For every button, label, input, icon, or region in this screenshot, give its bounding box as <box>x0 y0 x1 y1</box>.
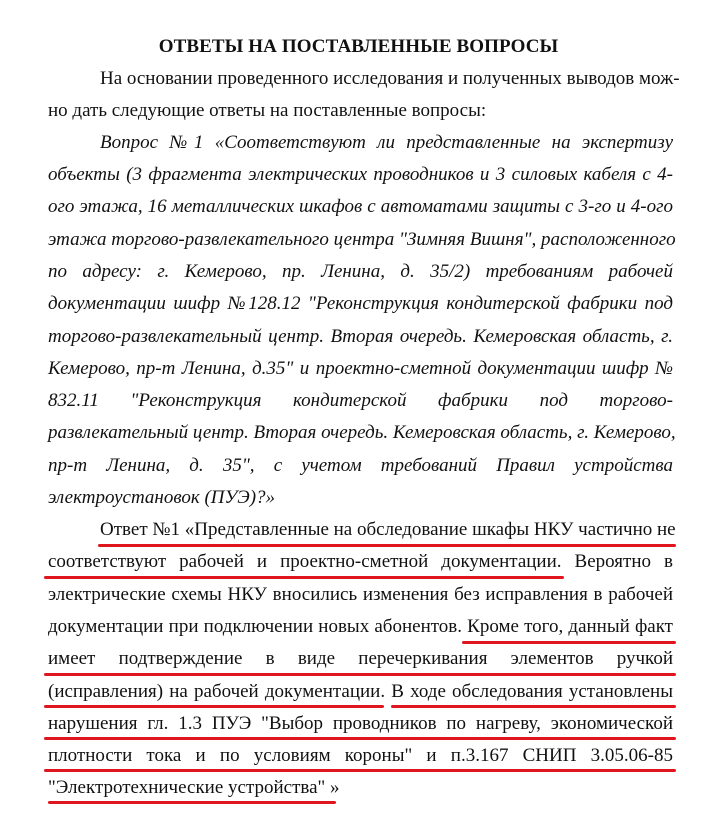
answer-line: документации при подключении новых абонентов. Кроме того, данный факт <box>48 616 673 637</box>
question-line: пр-т Ленина, д. 35", с учетом требований Правил устройства <box>48 455 673 476</box>
red-underline-mark <box>462 641 676 644</box>
answer-line: Ответ №1 «Представленные на обследование шкафы НКУ частично не <box>100 519 676 540</box>
question-line: по адресу: г. Кемерово, пр. Ленина, д. 35/2) требованиям рабочей <box>48 261 673 282</box>
red-underline-mark <box>98 544 676 547</box>
red-underline-mark <box>44 769 676 772</box>
red-underline-mark <box>44 737 676 740</box>
red-underline-mark <box>44 576 564 579</box>
page-title: ОТВЕТЫ НА ПОСТАВЛЕННЫЕ ВОПРОСЫ <box>158 36 559 57</box>
red-underline-mark <box>44 705 384 708</box>
answer-line: плотности тока и по условиям короны" и п.3.167 СНИП 3.05.06-85 <box>48 745 673 766</box>
question-line: этажа торгово-развлекательного центра "Зимняя Вишня", расположенного <box>48 229 676 250</box>
answer-line: (исправления) на рабочей документации. В ходе обследования установлены <box>48 681 673 702</box>
intro-line: На основании проведенного исследования и полученных выводов мож- <box>100 68 680 89</box>
answer-line: "Электротехнические устройства" » <box>48 777 340 798</box>
red-underline-mark <box>391 705 676 708</box>
question-line: документации шифр №128.12 "Реконструкция кондитерской фабрики под <box>48 293 673 314</box>
question-line: развлекательный центр. Вторая очередь. Кемеровская область, г. Кемерово, <box>48 422 676 443</box>
red-underline-mark <box>44 673 676 676</box>
question-line: ого этажа, 16 металлических шкафов с автоматами защиты с 3-го и 4-ого <box>48 196 673 217</box>
intro-line: но дать следующие ответы на поставленные вопросы: <box>48 100 487 121</box>
question-line: электроустановок (ПУЭ)?» <box>48 487 276 508</box>
answer-line: имеет подтверждение в виде перечеркивания элементов ручкой <box>48 648 673 669</box>
answer-line: соответствуют рабочей и проектно-сметной документации. Вероятно в <box>48 551 673 572</box>
question-line: Кемерово, пр-т Ленина, д.35" и проектно-сметной документации шифр № <box>48 358 673 379</box>
answer-line: нарушения гл. 1.3 ПУЭ "Выбор проводников по нагреву, экономической <box>48 713 673 734</box>
question-line: 832.11 "Реконструкция кондитерской фабрики под торгово- <box>48 390 673 411</box>
answer-line: электрические схемы НКУ вносились изменения без исправления в рабочей <box>48 584 673 605</box>
question-line: Вопрос №1 «Соответствуют ли представленные на экспертизу <box>100 132 673 153</box>
question-line: объекты (3 фрагмента электрических проводников и 3 силовых кабеля с 4- <box>48 164 673 185</box>
red-underline-mark <box>48 801 336 804</box>
question-line: торгово-развлекательный центр. Вторая очередь. Кемеровская область, г. <box>48 326 673 347</box>
